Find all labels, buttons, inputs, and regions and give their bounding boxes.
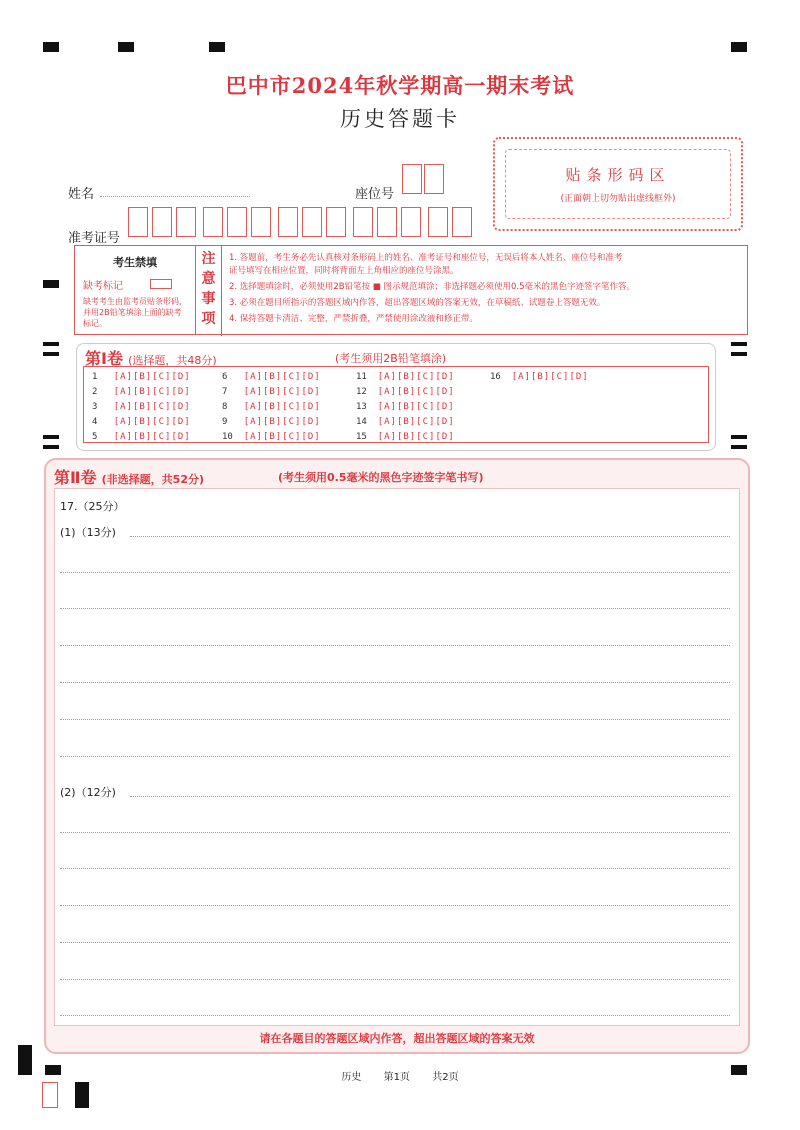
mc-options[interactable]: [A][B][C][D]	[377, 372, 455, 382]
color-strip	[42, 1082, 58, 1108]
mc-question-15[interactable]	[356, 432, 455, 442]
exam-no-box[interactable]	[278, 207, 298, 237]
exam-no-box[interactable]	[428, 207, 448, 237]
name-label: 姓名	[68, 187, 95, 202]
mc-number: 4	[92, 417, 98, 427]
section-2-instruction: (考生须用0.5毫米的黑色字迹签字笔书写)	[278, 471, 484, 484]
answer-line[interactable]	[60, 608, 730, 609]
mc-number: 15	[356, 432, 367, 442]
answer-line[interactable]	[60, 645, 730, 646]
footer-subject: 历史	[341, 1072, 362, 1083]
mc-question-11[interactable]	[356, 372, 455, 382]
page-footer	[0, 1068, 800, 1083]
answer-line[interactable]	[60, 942, 730, 943]
section-2-title: 第Ⅱ卷	[54, 468, 97, 487]
timing-mark	[43, 435, 59, 439]
timing-mark	[43, 280, 59, 288]
mc-question-9[interactable]	[222, 417, 321, 427]
multiple-choice-grid	[83, 366, 709, 443]
exam-no-box[interactable]	[302, 207, 322, 237]
exam-no-box[interactable]	[452, 207, 472, 237]
mc-options[interactable]: [A][B][C][D]	[243, 432, 321, 442]
notice-item: 证号填写在相应位置，同时将背面左上角相应的座位号涂黑。	[229, 266, 459, 276]
mc-options[interactable]: [A][B][C][D]	[377, 387, 455, 397]
notice-box	[196, 245, 748, 335]
answer-line[interactable]	[60, 979, 730, 980]
mc-options[interactable]: [A][B][C][D]	[113, 417, 191, 427]
absent-label: 缺考标记	[83, 281, 123, 292]
mc-question-7[interactable]	[222, 387, 321, 397]
mc-question-5[interactable]	[92, 432, 191, 442]
mc-number: 12	[356, 387, 367, 397]
mc-options[interactable]: [A][B][C][D]	[113, 402, 191, 412]
barcode-area	[493, 137, 743, 231]
section-2-subtitle: (非选择题，共52分)	[101, 473, 205, 486]
timing-mark	[731, 352, 747, 356]
mc-number: 6	[222, 372, 228, 382]
exam-no-box[interactable]	[353, 207, 373, 237]
question-17-1-label: (1)（13分)	[60, 526, 116, 539]
timing-mark	[75, 1082, 89, 1108]
timing-mark	[43, 352, 59, 356]
timing-mark	[43, 445, 59, 449]
mc-options[interactable]: [A][B][C][D]	[377, 402, 455, 412]
answer-line[interactable]	[60, 1015, 730, 1016]
notice-item: 3. 必须在题目所指示的答题区域内作答，超出答题区域的答案无效，在草稿纸、试题卷上答题无效。	[229, 298, 606, 308]
name-field[interactable]	[100, 196, 250, 197]
mc-number: 1	[92, 372, 98, 382]
mc-question-1[interactable]	[92, 372, 191, 382]
answer-line[interactable]	[60, 756, 730, 757]
exam-no-label: 准考证号	[68, 231, 121, 246]
section-1	[76, 343, 716, 451]
mc-number: 14	[356, 417, 367, 427]
exam-no-box[interactable]	[401, 207, 421, 237]
exam-no-box[interactable]	[203, 207, 223, 237]
timing-mark	[43, 342, 59, 346]
answer-line[interactable]	[60, 905, 730, 906]
answer-line[interactable]	[130, 536, 730, 537]
proctor-only-title: 考生禁填	[113, 256, 157, 269]
exam-no-box[interactable]	[326, 207, 346, 237]
exam-no-box[interactable]	[152, 207, 172, 237]
question-17-label: 17.（25分）	[60, 500, 125, 513]
timing-mark	[731, 42, 747, 52]
exam-no-box[interactable]	[227, 207, 247, 237]
section-2-footer: 请在各题目的答题区域内作答，超出答题区域的答案无效	[259, 1032, 535, 1045]
seat-label: 座位号	[355, 187, 395, 202]
mc-options[interactable]: [A][B][C][D]	[113, 387, 191, 397]
barcode-note: (正面朝上切勿贴出虚线框外)	[560, 194, 676, 204]
mc-question-12[interactable]	[356, 387, 455, 397]
answer-line[interactable]	[60, 868, 730, 869]
mc-number: 5	[92, 432, 98, 442]
absent-checkbox[interactable]	[150, 279, 172, 289]
question-17-2-label: (2)（12分)	[60, 786, 116, 799]
answer-line[interactable]	[60, 719, 730, 720]
mc-question-14[interactable]	[356, 417, 455, 427]
answer-line[interactable]	[60, 682, 730, 683]
exam-title: 巴中市2024年秋学期高一期末考试	[225, 73, 575, 98]
exam-no-box[interactable]	[377, 207, 397, 237]
timing-mark	[731, 445, 747, 449]
mc-number: 2	[92, 387, 98, 397]
timing-mark	[209, 42, 225, 52]
answer-line[interactable]	[60, 832, 730, 833]
mc-number: 8	[222, 402, 228, 412]
section-1-instruction: (考生须用2B铅笔填涂)	[335, 352, 447, 365]
notice-item: 2. 选择题填涂时，必须使用2B铅笔按 ■ 图示规范填涂；非选择题必须使用0.5毫米的黑色字迹签字笔作答。	[229, 282, 636, 292]
mc-options[interactable]: [A][B][C][D]	[377, 432, 455, 442]
mc-number: 7	[222, 387, 228, 397]
footer-total: 共2页	[432, 1072, 459, 1083]
notice-heading-char: 事	[201, 291, 216, 307]
seat-box-1[interactable]	[402, 164, 422, 194]
exam-no-box[interactable]	[128, 207, 148, 237]
mc-options[interactable]: [A][B][C][D]	[243, 372, 321, 382]
notice-heading	[196, 246, 222, 336]
mc-question-10[interactable]	[222, 432, 321, 442]
section-1-title: 第Ⅰ卷	[85, 349, 123, 368]
timing-mark	[43, 42, 59, 52]
notice-heading-char: 意	[201, 271, 216, 287]
mc-question-13[interactable]	[356, 402, 455, 412]
notice-heading-char: 注	[201, 251, 216, 267]
mc-options[interactable]: [A][B][C][D]	[377, 417, 455, 427]
mc-number: 13	[356, 402, 367, 412]
mc-number: 10	[222, 432, 233, 442]
mc-options[interactable]: [A][B][C][D]	[113, 432, 191, 442]
notice-heading-char: 项	[201, 311, 216, 327]
timing-mark	[731, 342, 747, 346]
mc-options[interactable]: [A][B][C][D]	[243, 417, 321, 427]
mc-question-3[interactable]	[92, 402, 191, 412]
answer-line[interactable]	[60, 572, 730, 573]
exam-no-box[interactable]	[176, 207, 196, 237]
seat-box-2[interactable]	[424, 164, 444, 194]
exam-no-box[interactable]	[251, 207, 271, 237]
barcode-title: 贴条形码区	[565, 166, 671, 184]
mc-options[interactable]: [A][B][C][D]	[511, 372, 589, 382]
mc-question-2[interactable]	[92, 387, 191, 397]
mc-question-6[interactable]	[222, 372, 321, 382]
mc-options[interactable]: [A][B][C][D]	[243, 387, 321, 397]
mc-options[interactable]: [A][B][C][D]	[113, 372, 191, 382]
proctor-only-box	[74, 245, 196, 335]
mc-number: 3	[92, 402, 98, 412]
timing-mark	[731, 435, 747, 439]
answer-line[interactable]	[130, 796, 730, 797]
mc-number: 11	[356, 372, 367, 382]
mc-number: 16	[490, 372, 501, 382]
section-1-subtitle: (选择题，共48分)	[128, 354, 217, 367]
answer-area[interactable]	[54, 488, 740, 1026]
notice-item: 1. 答题前，考生务必先认真核对条形码上的姓名、准考证号和座位号，无误后将本人姓名、座位号和准考	[229, 253, 623, 263]
notice-item: 4. 保持答题卡清洁、完整，严禁折叠，严禁使用涂改液和修正带。	[229, 314, 478, 324]
footer-page: 第1页	[383, 1072, 410, 1083]
barcode-inner-box	[505, 149, 731, 219]
absent-note: 缺考考生由监考员贴条形码，并用2B铅笔填涂上面的缺考标记。	[83, 297, 187, 328]
timing-mark	[118, 42, 134, 52]
sheet-title: 历史答题卡	[340, 107, 460, 131]
section-2-header	[54, 465, 204, 488]
mc-number: 9	[222, 417, 228, 427]
mc-options[interactable]: [A][B][C][D]	[243, 402, 321, 412]
mc-question-16[interactable]	[490, 372, 589, 382]
mc-question-8[interactable]	[222, 402, 321, 412]
mc-question-4[interactable]	[92, 417, 191, 427]
